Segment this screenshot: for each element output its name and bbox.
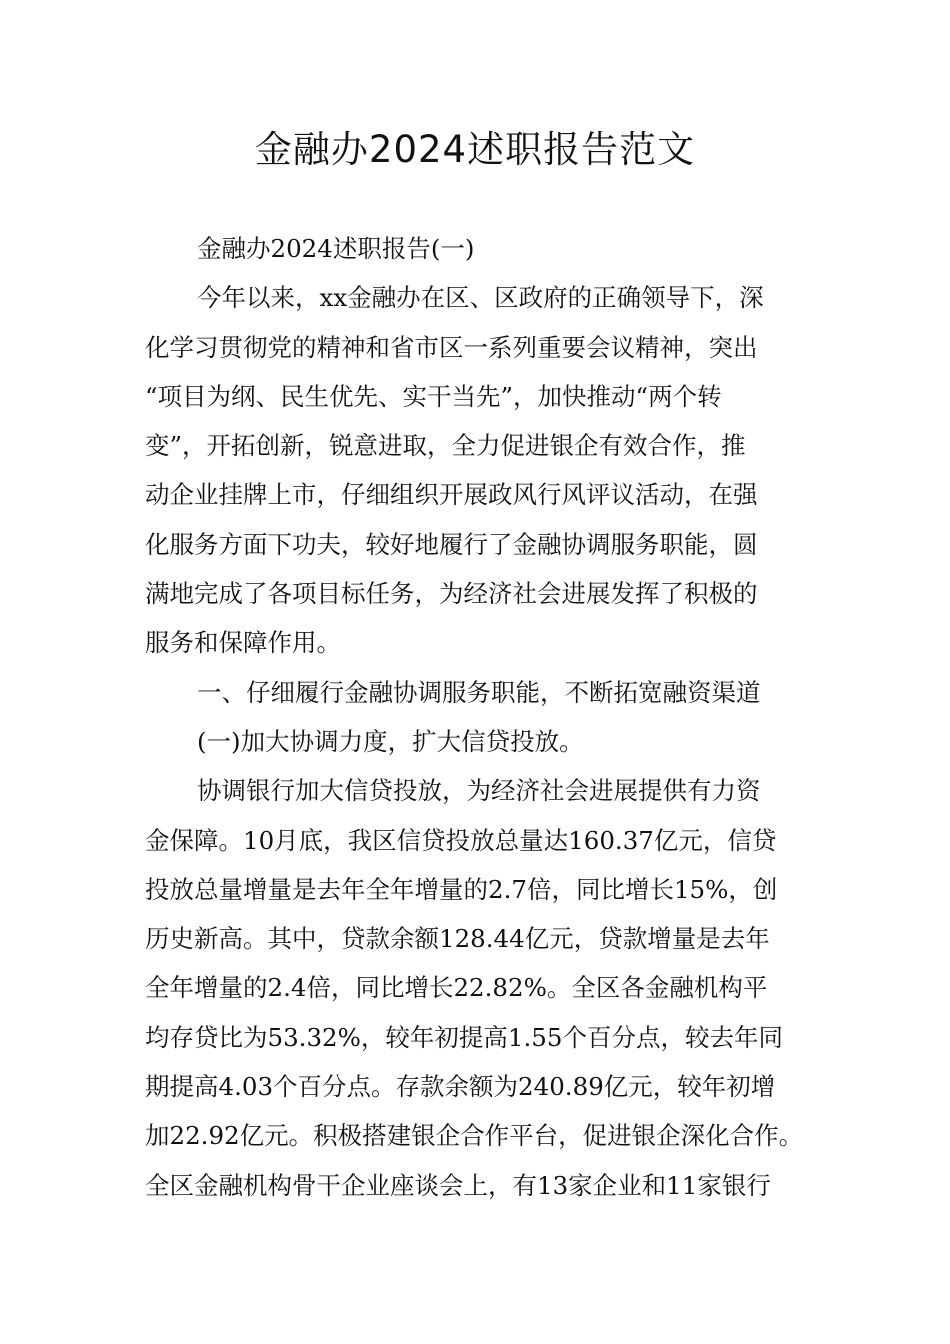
text-line: “项目为纲、民生优先、实干当先”，加快推动“两个转: [145, 381, 722, 411]
text-line: 加22.92亿元。积极搭建银企合作平台，促进银企深化合作。: [145, 1121, 804, 1151]
text-line: 动企业挂牌上市，仔细组织开展政风行风评议活动，在强: [145, 480, 758, 510]
text-line: 协调银行加大信贷投放，为经济社会进展提供有力资: [197, 776, 761, 806]
text-line: 全年增量的2.4倍，同比增长22.82%。全区各金融机构平: [145, 973, 768, 1003]
text-line: 满地完成了各项目标任务，为经济社会进展发挥了积极的: [145, 579, 758, 609]
text-line: 历史新高。其中，贷款余额128.44亿元，贷款增量是去年: [145, 924, 770, 954]
text-line: 化学习贯彻党的精神和省市区一系列重要会议精神，突出: [145, 332, 758, 362]
text-line: 投放总量增量是去年全年增量的2.7倍，同比增长15%，创: [145, 874, 778, 904]
text-line: 期提高4.03个百分点。存款余额为240.89亿元，较年初增: [145, 1072, 776, 1102]
text-line: 服务和保障作用。: [145, 628, 341, 658]
text-line: 均存贷比为53.32%，较年初提高1.55个百分点，较去年同: [145, 1022, 783, 1052]
text-line: 金保障。10月底，我区信贷投放总量达160.37亿元，信贷: [145, 825, 777, 855]
intro-paragraph: [145, 273, 810, 667]
section-subtitle: 金融办2024述职报告(一): [197, 234, 475, 263]
document-title: 金融办2024述职报告范文: [254, 128, 696, 171]
detail-paragraph: [145, 766, 810, 1210]
text-line: 变”，开拓创新，锐意进取，全力促进银企有效合作，推: [145, 431, 746, 461]
heading-level-1: 一、仔细履行金融协调服务职能，不断拓宽融资渠道: [197, 677, 761, 707]
text-line: 全区金融机构骨干企业座谈会上，有13家企业和11家银行: [145, 1170, 771, 1200]
heading-level-2: (一)加大协调力度，扩大信贷投放。: [197, 726, 584, 756]
text-line: 化服务方面下功夫，较好地履行了金融协调服务职能，圆: [145, 529, 758, 559]
document-body: [145, 224, 810, 1210]
text-line: 今年以来，xx金融办在区、区政府的正确领导下，深: [197, 283, 764, 313]
